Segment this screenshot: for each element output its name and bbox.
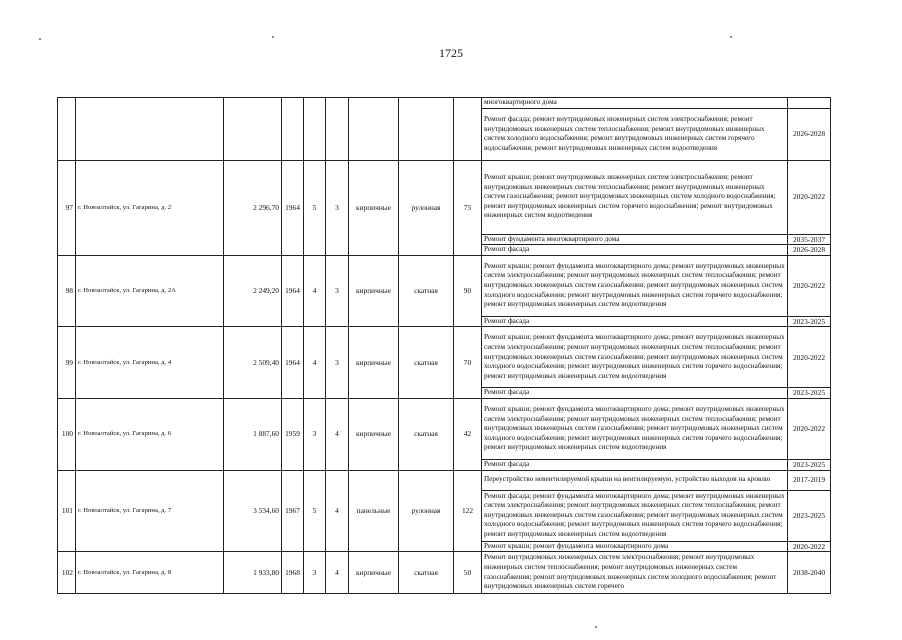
work-description-cell: Ремонт крыши; ремонт фундамента многоквартирного дома bbox=[482, 541, 788, 552]
period-cell: 2035-2037 bbox=[788, 234, 831, 245]
address-cell: г. Новоалтайск, ул. Гагарина, д. 2А bbox=[76, 255, 224, 327]
work-description-cell: Ремонт фундамента многоквартирного дома bbox=[482, 234, 788, 245]
address-cell: г. Новоалтайск, ул. Гагарина, д. 7 bbox=[76, 470, 224, 552]
roof-type-cell: скатная bbox=[399, 255, 454, 327]
period-cell: 2017-2019 bbox=[788, 470, 831, 490]
period-cell: 2020-2022 bbox=[788, 398, 831, 459]
year-cell: 1964 bbox=[282, 327, 304, 399]
work-description-cell: Ремонт фасада bbox=[482, 316, 788, 327]
work-description-cell: Ремонт фасада bbox=[482, 388, 788, 399]
year-cell: 1959 bbox=[282, 398, 304, 470]
year-cell: 1964 bbox=[282, 160, 304, 255]
period-cell: 2038-2040 bbox=[788, 552, 831, 594]
entrances-cell: 4 bbox=[326, 470, 349, 552]
floors-cell: 4 bbox=[304, 327, 326, 399]
residents-cell bbox=[454, 98, 482, 161]
roof-type-cell: скатная bbox=[399, 552, 454, 594]
work-description-cell: Ремонт фасада; ремонт фундамента многоквартирного дома; ремонт внутридомовых инженерных систем электроснабжения; ремонт внутридомовых инженерных систем теплоснабжения; ремонт внутридомовых инженерных систем газоснабжения; ремонт внутридомовых инженерных систем холодного водоснабжения; ремонт внутридомовых инженерных систем горячего водоснабжения; ремонт внутридомовых инженерных систем водоотведения bbox=[482, 490, 788, 541]
scan-speck bbox=[272, 36, 274, 38]
year-cell bbox=[282, 98, 304, 161]
year-cell: 1964 bbox=[282, 255, 304, 327]
residents-cell: 42 bbox=[454, 398, 482, 470]
table-row bbox=[58, 398, 831, 459]
period-cell: 2020-2022 bbox=[788, 255, 831, 316]
period-cell: 2020-2022 bbox=[788, 541, 831, 552]
work-description-cell: Ремонт крыши; ремонт внутридомовых инженерных систем электроснабжения; ремонт внутридомовых инженерных систем теплоснабжения; ремонт внутридомовых инженерных систем газоснабжения; ремонт внутридомовых инженерных систем холодного водоснабжения; ремонт внутридомовых инженерных систем горячего водоснабжения; ремонт внутридомовых инженерных систем водоотведения bbox=[482, 160, 788, 234]
address-cell: г. Новоалтайск, ул. Гагарина, д. 6 bbox=[76, 398, 224, 470]
work-description-cell: многоквартирного дома bbox=[482, 98, 788, 109]
row-number: 101 bbox=[58, 470, 76, 552]
area-cell: 2 249,20 bbox=[224, 255, 282, 327]
table-row bbox=[58, 470, 831, 490]
roof-type-cell bbox=[399, 98, 454, 161]
wall-material-cell: кирпичные bbox=[349, 398, 399, 470]
scan-speck bbox=[595, 626, 597, 628]
period-cell: 2020-2022 bbox=[788, 327, 831, 388]
period-cell: 2023-2025 bbox=[788, 490, 831, 541]
floors-cell: 4 bbox=[304, 255, 326, 327]
wall-material-cell: кирпичные bbox=[349, 255, 399, 327]
page-number: 1725 bbox=[439, 46, 463, 60]
floors-cell bbox=[304, 98, 326, 161]
wall-material-cell: кирпичные bbox=[349, 160, 399, 255]
work-description-cell: Переустройство невентилируемой крыши на вентилируемую, устройство выходов на кровлю bbox=[482, 470, 788, 490]
residents-cell: 90 bbox=[454, 255, 482, 327]
period-cell bbox=[788, 98, 831, 109]
roof-type-cell: скатная bbox=[399, 398, 454, 470]
row-number: 98 bbox=[58, 255, 76, 327]
work-description-cell: Ремонт крыши; ремонт фундамента многоквартирного дома; ремонт внутридомовых инженерных систем электроснабжения; ремонт внутридомовых инженерных систем теплоснабжения; ремонт внутридомовых инженерных систем газоснабжения; ремонт внутридомовых инженерных систем холодного водоснабжения; ремонт внутридомовых инженерных систем горячего водоснабжения; ремонт внутридомовых инженерных систем водоотведения bbox=[482, 255, 788, 316]
address-cell: г. Новоалтайск, ул. Гагарина, д. 4 bbox=[76, 327, 224, 399]
address-cell: г. Новоалтайск, ул. Гагарина, д. 2 bbox=[76, 160, 224, 255]
work-description-cell: Ремонт фасада bbox=[482, 459, 788, 470]
period-cell: 2020-2022 bbox=[788, 160, 831, 234]
period-cell: 2023-2025 bbox=[788, 459, 831, 470]
area-cell: 1 887,60 bbox=[224, 398, 282, 470]
work-description-cell: Ремонт фасада; ремонт внутридомовых инженерных систем электроснабжения; ремонт внутридомовых инженерных систем теплоснабжения; ремонт внутридомовых инженерных систем холодного водоснабжения; ремонт внутридомовых инженерных систем горячего водоснабжения; ремонт внутридомовых инженерных систем водоотведения bbox=[482, 108, 788, 160]
wall-material-cell: кирпичные bbox=[349, 552, 399, 594]
area-cell: 1 933,80 bbox=[224, 552, 282, 594]
residents-cell: 50 bbox=[454, 552, 482, 594]
work-description-cell: Ремонт фасада bbox=[482, 245, 788, 256]
address-cell bbox=[76, 98, 224, 161]
roof-type-cell: скатная bbox=[399, 327, 454, 399]
work-description-cell: Ремонт внутридомовых инженерных систем электроснабжения; ремонт внутридомовых инженерных систем теплоснабжения; ремонт внутридомовых инженерных систем газоснабжения; ремонт внутридомовых инженерных систем холодного водоснабжения; ремонт внутридомовых инженерных систем горячего bbox=[482, 552, 788, 594]
table-row bbox=[58, 255, 831, 316]
entrances-cell: 4 bbox=[326, 552, 349, 594]
residents-cell: 75 bbox=[454, 160, 482, 255]
roof-type-cell: рулонная bbox=[399, 160, 454, 255]
period-cell: 2023-2025 bbox=[788, 316, 831, 327]
residents-cell: 122 bbox=[454, 470, 482, 552]
year-cell: 1967 bbox=[282, 470, 304, 552]
area-cell: 2 296,70 bbox=[224, 160, 282, 255]
wall-material-cell: кирпичные bbox=[349, 327, 399, 399]
residents-cell: 70 bbox=[454, 327, 482, 399]
entrances-cell bbox=[326, 98, 349, 161]
area-cell bbox=[224, 98, 282, 161]
area-cell: 3 534,60 bbox=[224, 470, 282, 552]
entrances-cell: 3 bbox=[326, 255, 349, 327]
table-row bbox=[58, 552, 831, 594]
scan-speck bbox=[39, 38, 41, 40]
floors-cell: 3 bbox=[304, 398, 326, 470]
row-number: 102 bbox=[58, 552, 76, 594]
row-number: 99 bbox=[58, 327, 76, 399]
entrances-cell: 3 bbox=[326, 160, 349, 255]
scan-speck bbox=[730, 36, 732, 38]
wall-material-cell: панельные bbox=[349, 470, 399, 552]
floors-cell: 3 bbox=[304, 552, 326, 594]
table-row bbox=[58, 98, 831, 109]
floors-cell: 5 bbox=[304, 470, 326, 552]
housing-repair-table bbox=[57, 97, 831, 594]
area-cell: 2 509,40 bbox=[224, 327, 282, 399]
period-cell: 2023-2025 bbox=[788, 388, 831, 399]
period-cell: 2026-2028 bbox=[788, 245, 831, 256]
row-number: 100 bbox=[58, 398, 76, 470]
row-number bbox=[58, 98, 76, 161]
table-row bbox=[58, 327, 831, 388]
work-description-cell: Ремонт крыши; ремонт фундамента многоквартирного дома; ремонт внутридомовых инженерных систем электроснабжения; ремонт внутридомовых инженерных систем теплоснабжения; ремонт внутридомовых инженерных систем газоснабжения; ремонт внутридомовых инженерных систем холодного водоснабжения; ремонт внутридомовых инженерных систем горячего водоснабжения; ремонт внутридомовых инженерных систем водоотведения bbox=[482, 398, 788, 459]
year-cell: 1968 bbox=[282, 552, 304, 594]
work-description-cell: Ремонт крыши; ремонт фундамента многоквартирного дома; ремонт внутридомовых инженерных систем электроснабжения; ремонт внутридомовых инженерных систем теплоснабжения; ремонт внутридомовых инженерных систем газоснабжения; ремонт внутридомовых инженерных систем холодного водоснабжения; ремонт внутридомовых инженерных систем горячего водоснабжения; ремонт внутридомовых инженерных систем водоотведения bbox=[482, 327, 788, 388]
table-row bbox=[58, 160, 831, 234]
period-cell: 2026-2028 bbox=[788, 108, 831, 160]
wall-material-cell bbox=[349, 98, 399, 161]
floors-cell: 5 bbox=[304, 160, 326, 255]
roof-type-cell: рулонная bbox=[399, 470, 454, 552]
entrances-cell: 3 bbox=[326, 327, 349, 399]
row-number: 97 bbox=[58, 160, 76, 255]
address-cell: г. Новоалтайск, ул. Гагарина, д. 8 bbox=[76, 552, 224, 594]
entrances-cell: 4 bbox=[326, 398, 349, 470]
